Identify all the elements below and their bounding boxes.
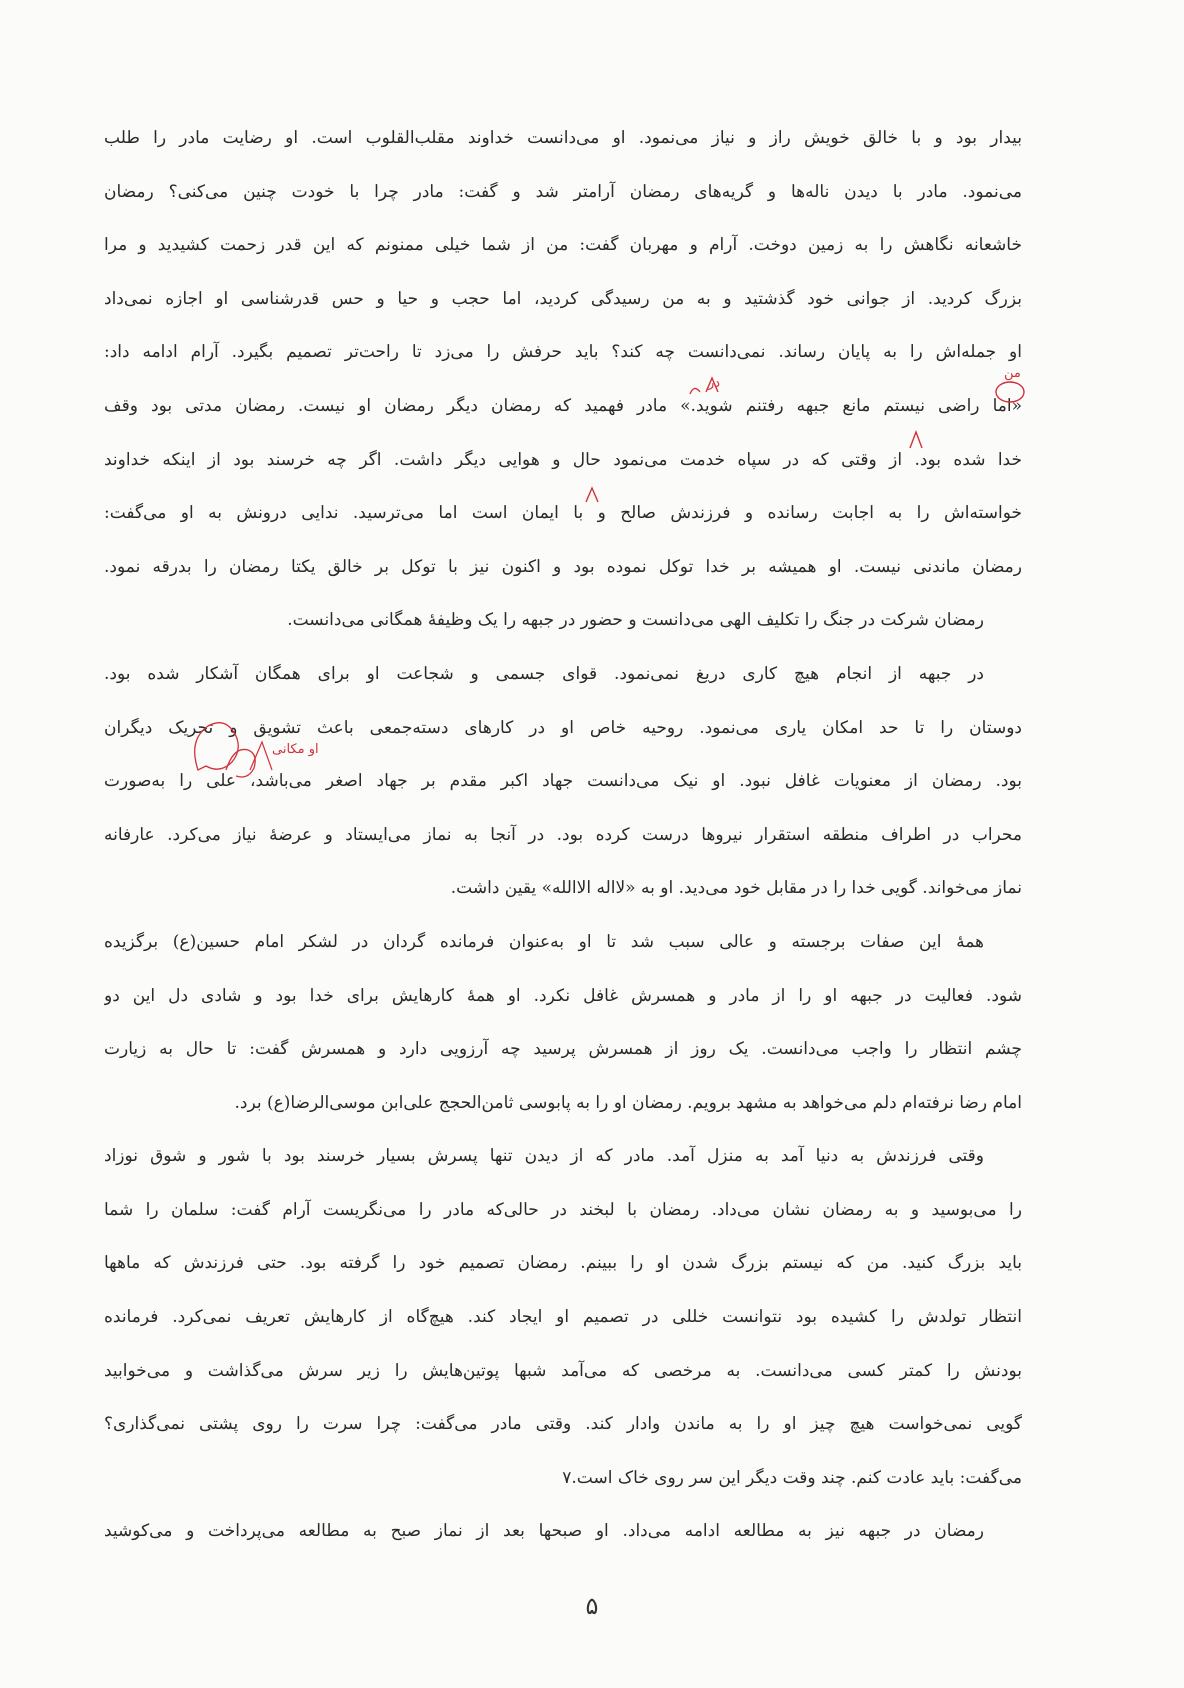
- text-line: دوستان را تا حد امکان یاری می‌نمود. روحیه خاص او در کارهای دسته‌جمعی باعث تشویق و تحریک دیگران: [104, 717, 1022, 738]
- text-line: می‌نمود. مادر با دیدن ناله‌ها و گریه‌های رمضان آرامتر شد و گفت: مادر چرا با خودت چنین می‌کنی؟ رمضان: [104, 181, 1022, 202]
- text-line: بودنش را کمتر کسی می‌دانست. به مرخصی که می‌آمد شبها پوتین‌هایش را زیر سرش می‌گذاشت و می‌خوابید: [104, 1360, 1022, 1381]
- text-line: رمضان ماندنی نیست. او همیشه بر خدا توکل نموده بود و اکنون نیز با توکل بر خالق یکتا رمضان را بدرقه نمود.: [104, 556, 1022, 577]
- text-line: وقتی فرزندش به دنیا آمد به منزل آمد. مادر که از دیدن تنها پسرش بسیار خرسند بود با شور و شوق نوزاد: [104, 1146, 984, 1167]
- text-line: محراب در اطراف منطقه استقرار نیروها درست کرده بود. در آنجا به نماز می‌ایستاد و عرضهٔ نیاز می‌کرد. عارفانه: [104, 824, 1022, 845]
- text-line: بود. رمضان از معنویات غافل نبود. او نیک می‌دانست جهاد اکبر مقدم بر جهاد اصغر می‌باشد، علی را به‌صورت: [104, 771, 1022, 792]
- text-line: خاشعانه نگاهش را به زمین دوخت. آرام و مهربان گفت: من از شما خیلی ممنونم که این قدر زحمت کشیدید و مرا: [104, 235, 1022, 256]
- text-line: «اما راضی نیستم مانع جبهه رفتنم شوید.» مادر فهمید که رمضان دیگر رمضان او نیست. رمضان مدتی بود وقف: [104, 395, 1022, 416]
- margin-note: در: [708, 376, 721, 391]
- text-line: امام رضا نرفته‌ام دلم می‌خواهد به مشهد برویم. رمضان او را به پابوسی ثامن‌الحجج علی‌ابن موسی‌الرضا(ع) برد.: [234, 1092, 1022, 1113]
- text-line: خدا شده بود. از وقتی که در سپاه خدمت می‌نمود حال و هوایی دیگر داشت. اگر چه خرسند بود از اینکه خداوند: [104, 449, 1022, 470]
- text-line: او جمله‌اش را به پایان رساند. نمی‌دانست چه کند؟ باید حرفش را می‌زد تا راحت‌تر تصمیم بگیرد. آرام ادامه داد:: [104, 342, 1022, 363]
- text-line: نماز می‌خواند. گویی خدا را در مقابل خود می‌دید. او به «لااله الاالله» یقین داشت.: [450, 878, 1022, 899]
- text-line: رمضان شرکت در جنگ را تکلیف الهی می‌دانست و حضور در جبهه را یک وظیفهٔ همگانی می‌دانست.: [287, 610, 984, 631]
- text-line: خواسته‌اش را به اجابت رسانده و فرزندش صالح و با ایمان است اما می‌ترسید. ندایی درونش به او می‌گفت:: [104, 503, 1022, 524]
- text-line: را می‌بوسید و به رمضان نشان می‌داد. رمضان با لبخند در حالی‌که مادر را می‌نگریست آرام گفت: سلمان را شما: [104, 1199, 1022, 1220]
- edit-caret-mark: [910, 432, 922, 448]
- text-line: بیدار بود و با خالق خویش راز و نیاز می‌نمود. او می‌دانست خداوند مقلب‌القلوب است. او رضایت مادر را طلب: [104, 128, 1022, 148]
- text-line: چشم انتظار را واجب می‌دانست. یک روز از همسرش پرسید چه آرزویی دارد و همسرش گفت: تا حال به زیارت: [104, 1039, 1022, 1060]
- text-line: بزرگ کردید. از جوانی خود گذشتید و به من رسیدگی کردید، اما حجب و حیا و حس قدرشناسی او اجازه نمی‌داد: [104, 288, 1022, 309]
- edit-circle-mark: [996, 382, 1024, 402]
- text-line: رمضان در جبهه نیز به مطالعه ادامه می‌داد. او صبحها بعد از نماز صبح به مطالعه می‌پرداخت و می‌کوشید: [104, 1521, 984, 1542]
- edit-stroke-mark: [690, 388, 700, 394]
- text-line: در جبهه از انجام هیچ کاری دریغ نمی‌نمود. قوای جسمی و شجاعت او برای همگان آشکار شده بود.: [104, 663, 984, 684]
- edit-caret-mark: [250, 742, 272, 770]
- text-line: شود. فعالیت در جبهه او را از مادر و همسرش غافل نکرد. او همهٔ کارهایش برای خدا بود و شادی دل این دو: [104, 985, 1022, 1006]
- page-number: ۵: [585, 1592, 599, 1620]
- text-line: باید بزرگ کنید. من که نیستم بزرگ شدن او را ببینم. رمضان تصمیم خود را گرفته بود. حتی فرزندش که ماهها: [104, 1253, 1022, 1274]
- margin-note: من: [1004, 366, 1021, 381]
- edit-scribble-mark: [195, 723, 239, 770]
- text-line: همهٔ این صفات برجسته و عالی سبب شد تا او به‌عنوان فرمانده گردان در لشکر امام حسین(ع) برگزیده: [104, 931, 984, 952]
- margin-note: او مکانی: [272, 742, 319, 757]
- edit-caret-mark: [586, 488, 598, 502]
- text-line: انتظار تولدش را کشیده بود نتوانست خللی در تصمیم او ایجاد کند. هیچ‌گاه از کارهایش تعریف نمی‌کرد. فرمانده: [104, 1307, 1022, 1328]
- text-line: می‌گفت: باید عادت کنم. چند وقت دیگر این سر روی خاک است.۷: [562, 1467, 1022, 1488]
- text-line: گویی نمی‌خواست هیچ چیز او را به ماندن وادار کند. وقتی مادر می‌گفت: چرا سرت را روی پشتی نمی‌گذاری؟: [104, 1414, 1022, 1435]
